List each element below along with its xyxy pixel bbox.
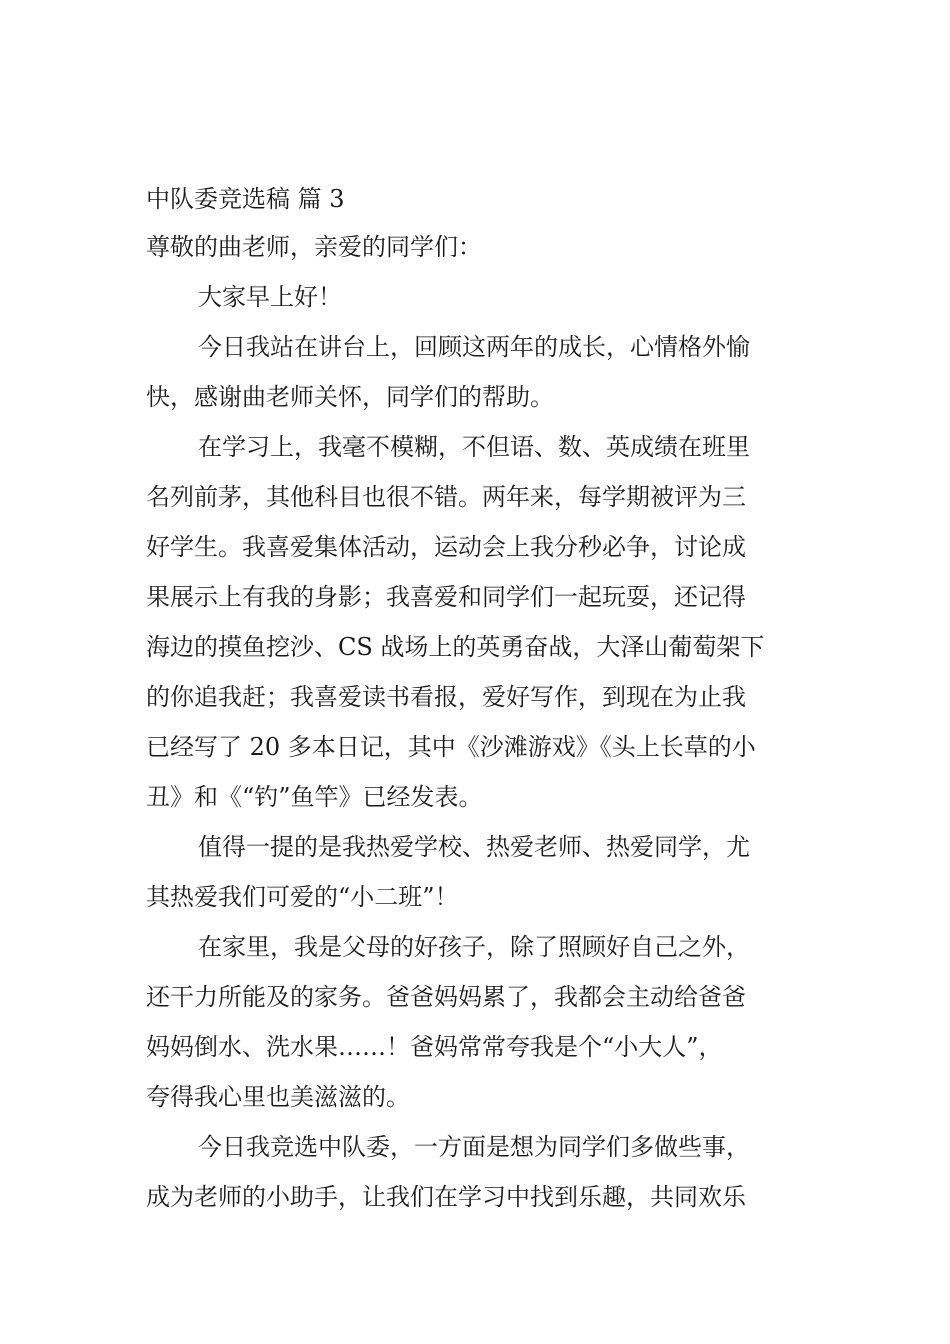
- paragraph-line: 大家早上好！: [198, 283, 342, 311]
- paragraph-line: 已经写了 20 多本日记，其中《沙滩游戏》《头上长草的小: [146, 733, 756, 761]
- paragraph-line: 在家里，我是父母的好孩子，除了照顾好自己之外，: [198, 933, 750, 961]
- paragraph-line: 其热爱我们可爱的“小二班”！: [146, 883, 459, 911]
- salutation: 尊敬的曲老师，亲爱的同学们：: [146, 233, 482, 261]
- paragraph-line: 还干力所能及的家务。爸爸妈妈累了，我都会主动给爸爸: [146, 983, 746, 1011]
- paragraph-line: 海边的摸鱼挖沙、CS 战场上的英勇奋战，大泽山葡萄架下: [146, 633, 765, 661]
- paragraph-line: 名列前茅，其他科目也很不错。两年来，每学期被评为三: [146, 483, 746, 511]
- paragraph-line: 今日我竞选中队委，一方面是想为同学们多做些事，: [198, 1133, 750, 1161]
- paragraph-line: 丑》和《“钓”鱼竿》已经发表。: [146, 783, 483, 811]
- paragraph-line: 好学生。我喜爱集体活动，运动会上我分秒必争，讨论成: [146, 533, 746, 561]
- paragraph-line: 夸得我心里也美滋滋的。: [146, 1083, 410, 1111]
- paragraph-line: 果展示上有我的身影；我喜爱和同学们一起玩耍，还记得: [146, 583, 746, 611]
- document-title: 中队委竞选稿 篇 3: [146, 185, 345, 213]
- paragraph-line: 成为老师的小助手，让我们在学习中找到乐趣，共同欢乐: [146, 1183, 746, 1211]
- document-body: [146, 176, 808, 1222]
- paragraph-line: 妈妈倒水、洗水果……！爸妈常常夸我是个“小大人”，: [146, 1033, 723, 1061]
- paragraph-line: 值得一提的是我热爱学校、热爱老师、热爱同学，尤: [198, 833, 750, 861]
- paragraph-line: 在学习上，我毫不模糊，不但语、数、英成绩在班里: [198, 433, 750, 461]
- paragraph-line: 今日我站在讲台上，回顾这两年的成长，心情格外愉: [198, 333, 750, 361]
- paragraph-line: 的你追我赶；我喜爱读书看报，爱好写作，到现在为止我: [146, 683, 746, 711]
- paragraph-line: 快，感谢曲老师关怀，同学们的帮助。: [146, 383, 554, 411]
